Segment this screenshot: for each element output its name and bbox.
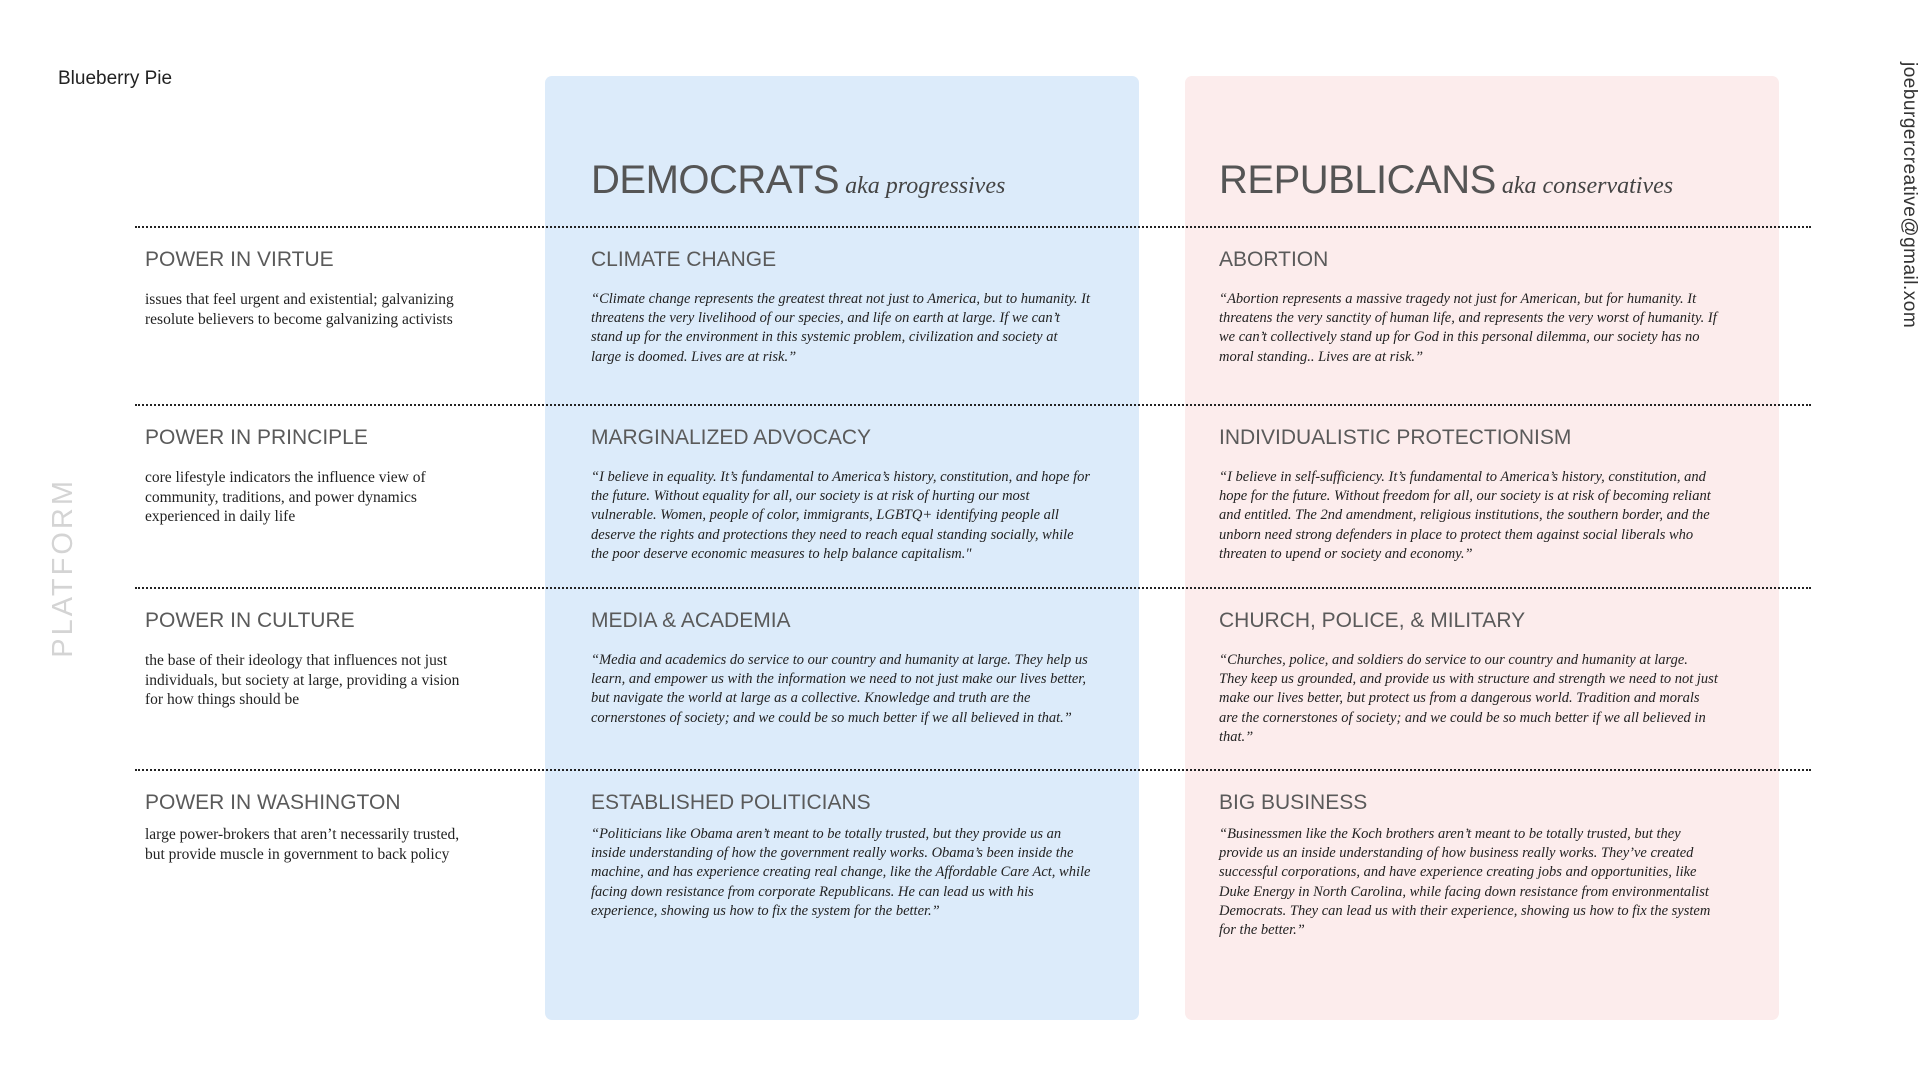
category-description: issues that feel urgent and existential; galvanizing resolute believers to become galvanizing activists [145,291,454,328]
republican-issue-quote: “Churches, police, and soldiers do service to our country and humanity at large. They keep us grounded, and provide us with structure and strength we need to not just make our lives better, but protect us from a dangerous world. Tradition and morals are the cornerstones of society; and we could be so much better if we all believed in that.” [1219,652,1718,745]
category-title: POWER IN PRINCIPLE [145,426,368,449]
republican-issue-title: ABORTION [1219,248,1329,271]
republicans-title: REPUBLICANS [1219,158,1496,202]
democrat-issue-title: ESTABLISHED POLITICIANS [591,791,871,814]
republican-issue-title: BIG BUSINESS [1219,791,1368,814]
democrat-issue-quote: “Media and academics do service to our country and humanity at large. They help us learn, and empower us with the information we need to not just make our lives better, but navigate the world at large as a collective. Knowledge and truth are the cornerstones of society; and we could be so much better if we all believed in that.” [591,652,1088,726]
row-divider [135,226,1811,228]
democrat-issue-quote: “I believe in equality. It’s fundamental to America’s history, constitution, and hope for the future. Without equality for all, our society is at risk of hurting our most vulnerable. Women, people of color, immigrants, LGBTQ+ identifying people all deserve the rights and protections they need to reach equal standing socially, while the poor deserve economic measures to help balance capitalism." [591,469,1091,562]
republican-issue-title: CHURCH, POLICE, & MILITARY [1219,609,1526,632]
category-title: POWER IN VIRTUE [145,248,334,271]
republicans-header [1219,158,1673,203]
republican-issue-quote: “Abortion represents a massive tragedy not just for American, but for humanity. It threatens the very sanctity of human life, and represents the very worst of humanity. If we can’t collectively stand up for God in this personal dilemma, our society has no moral standing.. Lives are at risk.” [1219,291,1717,365]
democrat-issue-title: MEDIA & ACADEMIA [591,609,791,632]
democrats-aka: aka progressives [845,173,1006,199]
category-title: POWER IN CULTURE [145,609,355,632]
row-divider [135,404,1811,406]
category-description: large power-brokers that aren’t necessarily trusted, but provide muscle in government to back policy [145,826,460,863]
democrat-issue-quote: “Climate change represents the greatest threat not just to America, but to humanity. It threatens the very livelihood of our species, and life on earth at large. If we can’t stand up for the environment in this systemic problem, civilization and society at large is doomed. Lives are at risk.” [591,291,1090,365]
brand-title: Blueberry Pie [58,68,173,89]
republican-issue-quote: “I believe in self-sufficiency. It’s fundamental to America’s history, constitution, and hope for the future. Without freedom for all, our society is at risk of becoming reliant and entitled. The 2nd amendment, religious institutions, the southern border, and the unborn need strong defenders in place to protect them against social liberals who threaten to upend or society and economy.” [1219,469,1711,562]
category-title: POWER IN WASHINGTON [145,791,401,814]
row-divider [135,769,1811,771]
side-label: PLATFORM [47,478,79,658]
republican-issue-title: INDIVIDUALISTIC PROTECTIONISM [1219,426,1572,449]
category-description: the base of their ideology that influences not just individuals, but society at large, providing a vision for how things should be [145,652,460,708]
democrat-issue-quote: “Politicians like Obama aren’t meant to be totally trusted, but they provide us an inside understanding of how the government really works. Obama’s been inside the machine, and has experience creating real change, like the Affordable Care Act, while facing down resistance from corporate Republicans. He can lead us with his experience, showing us how to fix the system for the better.” [591,826,1091,919]
row-divider [135,587,1811,589]
democrat-issue-title: CLIMATE CHANGE [591,248,777,271]
democrats-header [591,158,1005,203]
republicans-aka: aka conservatives [1501,173,1674,199]
democrat-issue-title: MARGINALIZED ADVOCACY [591,426,872,449]
democrats-title: DEMOCRATS [591,158,840,202]
contact-email: joeburgercreative@gmail.xom [1899,62,1920,329]
republican-issue-quote: “Businessmen like the Koch brothers aren’t meant to be totally trusted, but they provide us an inside understanding of how business really works. They’ve created successful corporations, and have experience creating jobs and opportunities, like Duke Energy in North Carolina, while facing down resistance from environmentalist Democrats. They can lead us with their experience, showing us how to fix the system for the better.” [1219,826,1711,939]
category-description: core lifestyle indicators the influence view of community, traditions, and power dynamics experienced in daily life [145,469,426,525]
